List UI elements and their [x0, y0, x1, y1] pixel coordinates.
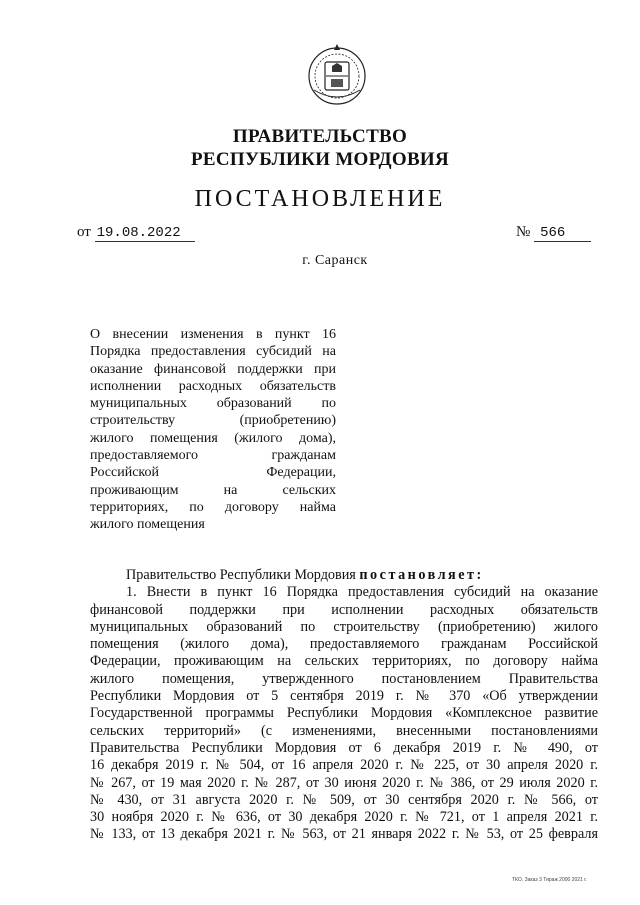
body-line: финансовой поддержки при исполнении расходных обязательств: [90, 601, 598, 618]
print-note: ТКО. Заказ 3 Тираж 2000 2021 г.: [512, 877, 587, 883]
subject-line: оказание финансовой поддержки при: [90, 361, 336, 377]
subject-line: строительству (приобретению): [90, 413, 336, 429]
document-type-title: ПОСТАНОВЛЕНИЕ: [194, 186, 446, 212]
body-line: сельских территорий» (с изменениями, внесенными постановлениями: [90, 722, 598, 739]
body-line: № 133, от 13 декабря 2021 г. № 563, от 21 января 2022 г. № 53, от 25 февраля: [90, 826, 598, 843]
body-line: № 267, от 19 мая 2020 г. № 287, от 30 июня 2020 г. № 386, от 29 июля 2020 г.: [90, 774, 598, 791]
document-body: [90, 567, 598, 844]
subject-line: муниципальных образований по: [90, 396, 336, 412]
body-line: Федерации, проживающим на сельских территориях, по договору найма: [90, 653, 598, 670]
subject-line: проживающим на сельских: [90, 482, 336, 498]
body-line: помещения (жилого дома), предоставляемого гражданам Российской: [90, 636, 598, 653]
body-intro: Правительство Республики Мордовия: [126, 567, 356, 583]
body-line: 30 ноября 2020 г. № 636, от 30 декабря 2020 г. № 721, от 1 апреля 2021 г.: [90, 809, 598, 826]
document-date: [77, 224, 195, 242]
number-value: 566: [534, 225, 591, 242]
body-line: Государственной программы Республики Мордовия «Комплексное развитие: [90, 705, 598, 722]
government-title-line2: РЕСПУБЛИКИ МОРДОВИЯ: [190, 149, 450, 170]
body-line: 16 декабря 2019 г. № 504, от 16 апреля 2020 г. № 225, от 30 апреля 2020 г.: [90, 757, 598, 774]
document-number: [516, 224, 591, 242]
body-line: 1. Внести в пункт 16 Порядка предоставления субсидий на оказание: [126, 584, 598, 601]
date-value: 19.08.2022: [95, 225, 195, 242]
body-line: Правительства Республики Мордовия от 6 декабря 2019 г. № 490, от: [90, 739, 598, 756]
body-line: Республики Мордовия от 5 сентября 2019 г. № 370 «Об утверждении: [90, 688, 598, 705]
coat-of-arms-emblem: [302, 40, 372, 110]
body-line: муниципальных образований по строительству (приобретению) жилого: [90, 618, 598, 635]
subject-line: жилого помещения (жилого дома),: [90, 430, 336, 446]
document-subject: [90, 326, 336, 534]
subject-line: исполнении расходных обязательств: [90, 378, 336, 394]
date-prefix: от: [77, 224, 91, 240]
city-name: г. Саранск: [302, 253, 368, 268]
body-line: № 430, от 31 августа 2020 г. № 509, от 30 сентября 2020 г. № 566, от: [90, 791, 598, 808]
subject-line: предоставляемого гражданам: [90, 448, 336, 464]
subject-line: Порядка предоставления субсидий на: [90, 344, 336, 360]
body-intro-line: [90, 567, 598, 584]
body-intro-verb: постановляет:: [359, 567, 484, 583]
number-prefix: №: [516, 224, 531, 240]
government-title-line1: ПРАВИТЕЛЬСТВО: [232, 126, 408, 147]
subject-line: территориях, по договору найма: [90, 499, 336, 515]
subject-line: Российской Федерации,: [90, 465, 336, 481]
subject-line: жилого помещения: [90, 517, 205, 533]
subject-line: О внесении изменения в пункт 16: [90, 327, 336, 342]
body-line: жилого помещения, утвержденного постановлением Правительства: [90, 670, 598, 687]
